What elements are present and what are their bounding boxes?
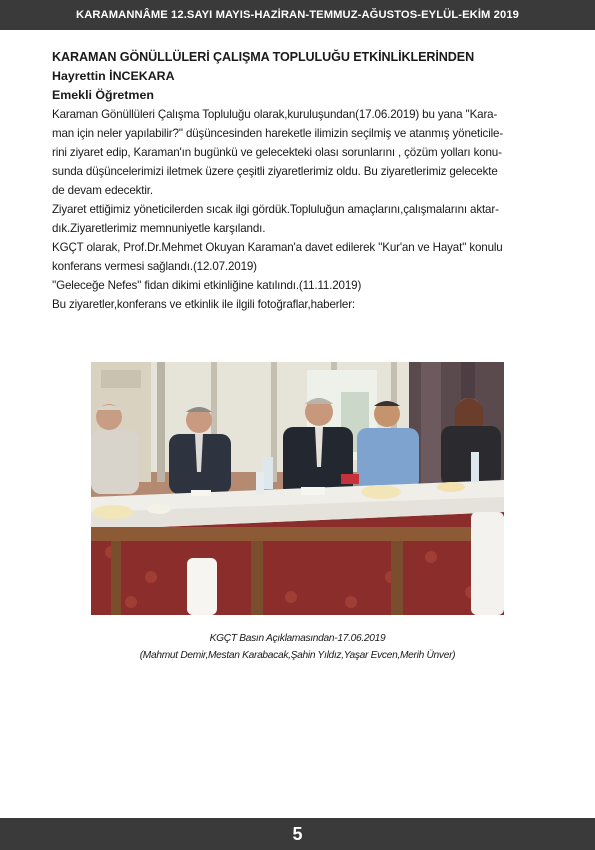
author-role: Emekli Öğretmen (52, 88, 154, 102)
body-line: Bu ziyaretler,konferans ve etkinlik ile ilgili fotoğraflar,haberler: (52, 298, 355, 311)
body-line: de devam edecektir. (52, 184, 153, 197)
body-line: sunda düşüncelerimizi iletmek üzere çeşitli ziyaretlerimiz oldu. Bu ziyaretlerimiz gelecekte (52, 165, 498, 178)
photo-caption-title: KGÇT Basın Açıklamasından-17.06.2019 (209, 633, 386, 644)
article (52, 48, 530, 314)
article-title: KARAMAN GÖNÜLLÜLERİ ÇALIŞMA TOPLULUĞU ETKİNLİKLERİNDEN (52, 50, 475, 64)
body-line: rini ziyaret edip, Karaman'ın bugünkü ve gelecekteki olası sorunlarını , çözüm yolları konu- (52, 146, 502, 159)
article-author: Hayrettin İNCEKARA (52, 69, 175, 83)
body-line: Ziyaret ettiğimiz yöneticilerden sıcak ilgi gördük.Topluluğun amaçlarını,çalışmalarını aktar- (52, 203, 499, 216)
running-header (0, 0, 595, 30)
article-body (52, 105, 530, 314)
page-footer (0, 818, 595, 850)
running-header-title: KARAMANNÂME 12.SAYI MAYIS-HAZİRAN-TEMMUZ-AĞUSTOS-EYLÜL-EKİM 2019 (76, 9, 519, 21)
page-number: 5 (292, 824, 303, 844)
photo-caption-names: (Mahmut Demir,Mestan Karabacak,Şahin Yıldız,Yaşar Evcen,Merih Ünver) (139, 650, 456, 661)
photo-illustration (91, 362, 504, 615)
body-line: dık.Ziyaretlerimiz memnuniyetle karşılandı. (52, 222, 266, 235)
body-line: Karaman Gönüllüleri Çalışma Topluluğu olarak,kuruluşundan(17.06.2019) bu yana ''Kara- (52, 108, 498, 121)
body-line: KGÇT olarak, Prof.Dr.Mehmet Okuyan Karaman'a davet edilerek ''Kur'an ve Hayat'' konulu (52, 241, 503, 254)
body-line: ''Geleceğe Nefes'' fidan dikimi etkinliğine katılındı.(11.11.2019) (52, 279, 362, 292)
body-line: man için neler yapılabilir?'' düşüncesinden hareketle ilimizin seçilmiş ve atanmış yöneticile- (52, 127, 504, 140)
body-line: konferans vermesi sağlandı.(12.07.2019) (52, 260, 257, 273)
press-conference-photo (91, 362, 504, 615)
